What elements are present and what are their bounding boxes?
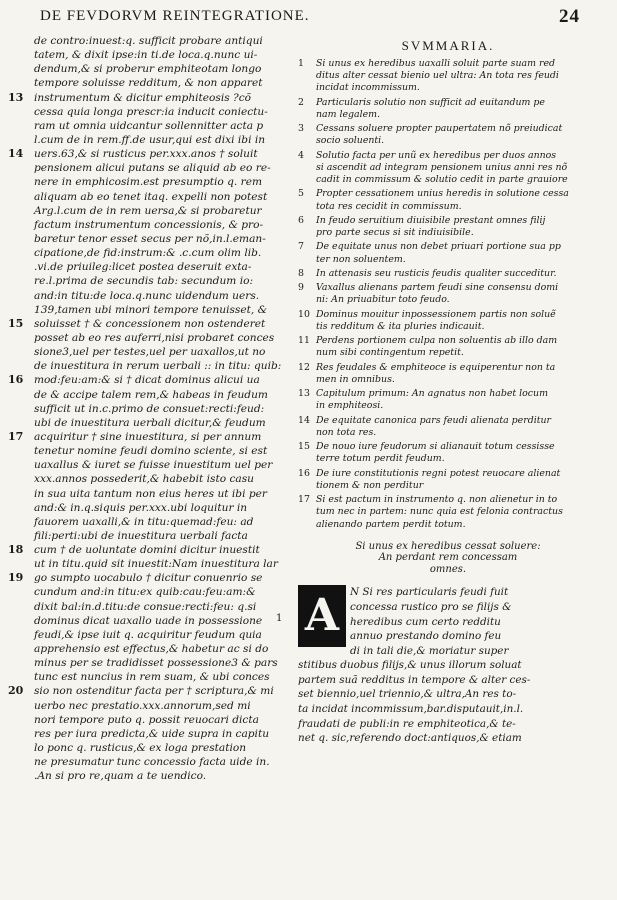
text-line (20, 175, 320, 189)
summary-line: De nouo iure feudorum si alianauit totum cessisse (316, 441, 555, 453)
summary-number: 3 (298, 123, 304, 135)
text-line (20, 713, 320, 727)
line-text: ubi de inuestitura uerbali dicitur,& feudum (34, 416, 266, 429)
rubric-line: Si unus ex heredibus cessat soluere: (355, 540, 541, 552)
summary-line: Cessans soluere propter paupertatem nõ preiudicat (316, 123, 563, 135)
line-text: baretur tenor esset secus per nõ,in.l.eman- (34, 232, 266, 245)
margin-number: 20 (8, 684, 24, 698)
margin-number: 18 (8, 543, 24, 557)
summary-line: num sibi contingentum repetit. (316, 347, 464, 359)
summary-line: Propter cessationem unius heredis in solutione cessa (316, 188, 569, 200)
summary-line: nam legalem. (316, 108, 381, 120)
line-text: nere in emphicosim.est presumptio q. rem (34, 176, 263, 189)
text-line (20, 218, 320, 232)
text-line (20, 487, 320, 501)
line-text: cessa quia longa prescr:ia inducit coniectu- (34, 105, 268, 118)
text-line (20, 359, 320, 373)
line-text: dominus dicat uaxallo uade in possessione (34, 614, 263, 627)
text-line (20, 614, 320, 628)
text-line (20, 656, 320, 670)
line-text: ne presumatur tunc concessio facta uide in. (34, 756, 270, 769)
text-line (20, 727, 320, 741)
running-title: DE FEVDORVM REINTEGRATIONE. (40, 8, 310, 24)
text-line (20, 48, 320, 62)
summary-item (298, 215, 598, 239)
section-rubric (298, 541, 598, 576)
text-line (8, 429, 320, 444)
summary-number: 1 (298, 58, 304, 69)
line-text: fauorem uaxalli,& in titu:quemad:feu: ad (34, 515, 254, 528)
summary-list (298, 58, 598, 531)
summary-line: si ascendit ad integram pensionem unius anni res nõ (316, 161, 568, 173)
text-line (20, 585, 320, 599)
text-line (20, 699, 320, 713)
text-line (20, 62, 320, 76)
summary-line: in emphiteosi. (316, 400, 384, 412)
line-text: nori tempore puto q. possit reuocari dicta (34, 713, 259, 726)
rubric-line: omnes. (429, 563, 467, 575)
margin-number: 17 (8, 429, 24, 443)
text-line (20, 557, 320, 571)
text-line (20, 190, 320, 204)
line-text: sione3,uel per testes,uel per uaxallos,ut no (34, 346, 266, 359)
summary-number: 12 (298, 361, 310, 373)
line-text: cipatione,de fid:instrum:& .c.cum olim lib. (34, 247, 262, 260)
text-line (20, 444, 320, 458)
text-line (20, 161, 320, 175)
line-text: lo ponc q. rusticus,& ex loga prestation (34, 742, 247, 755)
line-text: tempore soluisse redditum, & non apparet (34, 77, 263, 90)
line-text: .vi.de priuileg:licet postea deseruit exta- (34, 261, 252, 274)
text-line (20, 204, 320, 218)
text-line (8, 543, 320, 557)
margin-number: 19 (8, 571, 24, 585)
rubric-line: An perdant rem concessam (378, 552, 518, 564)
summary-number: 17 (298, 494, 310, 506)
line-text: go sumpto uocabulo † dicitur conuenrio se (34, 572, 263, 585)
line-text: de contro:inuest:q. sufficit probare antiqui (34, 35, 263, 47)
line-text: l.cum de in rem.ff.de usur,qui est dixi ibi in (34, 133, 266, 146)
text-line (20, 402, 320, 416)
body-line: N Si res particularis feudi fuit (350, 586, 509, 599)
text-line (20, 303, 320, 317)
summary-line: alienando partem perdit totum. (316, 518, 466, 530)
summary-line: ter non soluentem. (316, 253, 406, 265)
summary-line: pro parte secus si sit indiuisibile. (316, 227, 474, 239)
line-text: res per iura predicta,& uide supra in capitu (34, 727, 270, 740)
text-line (20, 769, 320, 783)
line-text: ut in titu.quid sit inuestit:Nam inuestitura lar (34, 558, 278, 571)
line-text: ram ut omnia uidcantur sollennitter acta p (34, 119, 264, 132)
summary-number: 14 (298, 414, 310, 426)
summary-number: 5 (298, 188, 304, 200)
text-line (20, 501, 320, 515)
line-text: uerbo nec prestatio.xxx.annorum,sed mi (34, 699, 251, 712)
line-text: soluisset † & concessionem non ostenderet (34, 317, 266, 330)
summary-number: 9 (298, 282, 304, 294)
body-line: fraudati de publi:in re emphiteotica,& te- (298, 717, 516, 730)
line-text: tenetur nomine feudi domino sciente, si est (34, 445, 268, 458)
summary-line: In feudo seruitium diuisibile prestant omnes filij (316, 214, 546, 226)
text-line (8, 373, 320, 387)
summary-number: 11 (298, 335, 310, 347)
line-text: cum † de uoluntate domini dicitur inuestit (34, 544, 260, 557)
margin-number: 16 (8, 373, 24, 387)
summary-item (298, 335, 598, 359)
line-text: dendum,& si proberur emphiteotam longo (34, 63, 262, 76)
line-text: tatem, & dixit ipse:in ti.de loca.q.nunc ui- (34, 49, 258, 62)
summary-line: De equitate canonica pars feudi alienata perditur (316, 414, 551, 426)
summary-number: 15 (298, 441, 310, 453)
summary-line: tum nec in partem: nunc quia est felonia contractus (316, 506, 563, 518)
left-column (8, 34, 320, 783)
summary-item (298, 441, 598, 465)
summary-item (298, 123, 598, 147)
summary-number: 8 (298, 267, 304, 279)
line-text: and:& in.q.siquis per.xxx.ubi loquitur in (34, 501, 248, 514)
text-line (20, 416, 320, 430)
summary-number: 16 (298, 467, 310, 479)
text-line (20, 472, 320, 486)
text-line (20, 105, 320, 119)
summary-item (298, 309, 598, 333)
text-line (20, 670, 320, 684)
body-line: set biennio,uel triennio,& ultra,An res to- (298, 688, 517, 701)
text-line (20, 289, 320, 303)
summary-line: Res feudales & emphiteoce is equiperentur non ta (316, 361, 556, 373)
summary-line: men in omnibus. (316, 373, 395, 385)
body-line: heredibus cum certo redditu (350, 615, 501, 628)
summary-line: non tota res. (316, 426, 377, 438)
summary-line: tionem & non perditur (316, 479, 424, 491)
margin-number: 1 (276, 613, 283, 625)
summary-item (298, 150, 598, 187)
summary-item (298, 97, 598, 121)
summary-line: Perdens portionem culpa non soluentis ab illo dam (316, 335, 558, 347)
text-line (20, 274, 320, 288)
summary-line: ditus alter cessat bienio uel ultra: An tota res feudi (316, 70, 559, 82)
line-text: feudi,& ipse iuit q. acquiritur feudum quia (34, 628, 262, 641)
summary-item (298, 468, 598, 492)
line-text: aliquam ab eo tenet itaq. expelli non potest (34, 190, 268, 203)
text-line (8, 147, 320, 161)
text-line (20, 529, 320, 543)
text-line (20, 741, 320, 755)
text-line (20, 133, 320, 147)
line-text: and:in titu:de loca.q.nunc uidendum uers. (34, 289, 260, 302)
summary-line: Capitulum primum: An agnatus non habet locum (316, 388, 548, 400)
running-header (40, 8, 580, 32)
summary-item (298, 188, 598, 212)
line-text: acquiritur † sine inuestitura, si per annum (34, 430, 262, 443)
line-text: dixit bal:in.d.titu:de consue:recti:feu: q.si (34, 600, 257, 613)
line-text: de & accipe talem rem,& habeas in feudum (34, 388, 268, 401)
line-text: factum instrumentum concessionis, & pro- (34, 218, 264, 231)
line-text: minus per se tradidisset possessione3 & pars (34, 657, 278, 670)
text-line (20, 345, 320, 359)
summary-number: 6 (298, 214, 304, 226)
summary-item (298, 268, 598, 280)
margin-number: 14 (8, 147, 24, 161)
body-text (276, 585, 598, 746)
body-line: stitibus duobus filijs,& unus illorum soluat (298, 659, 522, 672)
summary-line: De iure constitutionis regni potest reuocare alienat (316, 467, 561, 479)
text-line (20, 246, 320, 260)
line-text: uaxallus & iuret se fuisse inuestitum uel per (34, 459, 273, 472)
text-line (8, 684, 320, 698)
summary-line: Si est pactum in instrumento q. non alienetur in to (316, 494, 558, 506)
line-text: uers.63,& si rusticus per.xxx.anos † soluit (34, 148, 258, 161)
line-text: 139,tamen ubi minori tempore tenuisset, & (34, 303, 268, 316)
line-text: Arg.l.cum de in rem uersa,& si probaretur (34, 204, 262, 217)
summary-line: incidat incommissum. (316, 82, 420, 94)
body-line: di in tali die,& moriatur super (350, 644, 509, 657)
line-text: pensionem alicui putans se aliquid ab eo re- (34, 162, 271, 175)
summary-number: 4 (298, 149, 304, 161)
summary-number: 2 (298, 96, 304, 108)
summary-item (298, 362, 598, 386)
line-text: .An si pro re,quam a te uendico. (34, 770, 207, 783)
summary-number: 13 (298, 388, 310, 400)
margin-number: 15 (8, 316, 24, 330)
summary-line: terre totum perdit feudum. (316, 453, 445, 465)
text-line (20, 34, 320, 48)
body-line: net q. sic,referendo doct:antiquos,& etiam (298, 732, 522, 745)
summary-item (298, 282, 598, 306)
line-text: posset ab eo res auferri,nisi probaret conces (34, 331, 275, 344)
summary-number: 10 (298, 308, 310, 320)
summary-line: Si unus ex heredibus uaxalli soluit parte suam red (316, 58, 555, 69)
text-line (20, 755, 320, 769)
decorated-initial: A (298, 585, 346, 647)
text-line (20, 260, 320, 274)
summary-line: Dominus mouitur inpossessionem partis non soluẽ (316, 308, 556, 320)
body-line: concessa rustico pro se filijs & (350, 600, 512, 613)
summary-line: cadit in commissum & solutio cedit in parte grauiore (316, 174, 568, 186)
summary-line: Solutio facta per unũ ex heredibus per duos annos (316, 149, 557, 161)
line-text: apprehensio est effectus,& habetur ac si do (34, 643, 269, 656)
text-line (20, 232, 320, 246)
text-line (8, 571, 320, 585)
line-text: cundum and:in titu:ex quib:cau:feu:am:& (34, 586, 256, 599)
text-line (8, 90, 320, 105)
line-text: in sua uita tantum non eius heres ut ibi per (34, 487, 267, 500)
text-line (20, 119, 320, 133)
summary-line: In attenasis seu rusticis feudis qualiter succeditur. (316, 267, 557, 279)
summary-item (298, 241, 598, 265)
line-text: xxx.annos possederit,& habebit isto casu (34, 473, 254, 486)
line-text: re.l.prima de secundis tab: secundum io: (34, 275, 254, 288)
summary-item (298, 415, 598, 439)
line-text: instrumentum & dicitur emphiteosis ?cõ (34, 91, 252, 104)
summary-item (298, 388, 598, 412)
line-text: fili:perti:ubi de inuestitura uerbali facta (34, 529, 248, 542)
text-line (20, 600, 320, 614)
text-line (20, 388, 320, 402)
text-line (20, 331, 320, 345)
line-text: sufficit ut in.c.primo de consuet:recti:feud: (34, 402, 265, 415)
summary-item (298, 58, 598, 95)
text-line (20, 515, 320, 529)
body-line: ta incidat incommissum,bar.disputauit,in.l. (298, 703, 524, 716)
line-text: tunc est nuncius in rem suam, & ubi conces (34, 671, 270, 684)
line-text: mod:feu:am:& si † dicat dominus alicui ua (34, 374, 260, 387)
page-number: 24 (559, 6, 580, 27)
summary-line: tota res cecidit in commissum. (316, 200, 462, 212)
summary-line: Particularis solutio non sufficit ad euitandum pe (316, 96, 545, 108)
summaria-heading: SVMMARIA. (401, 38, 495, 53)
text-line (20, 458, 320, 472)
summary-line: Vaxallus alienans partem feudi sine consensu domi (316, 282, 559, 294)
summary-line: De equitate unus non debet priuari portione sua pp (316, 241, 561, 253)
summary-line: tis redditum & ita pluries indicauit. (316, 320, 485, 332)
margin-number: 13 (8, 90, 24, 104)
summary-number: 7 (298, 241, 304, 253)
text-line (20, 628, 320, 642)
right-column (276, 34, 598, 746)
summary-line: socio soluenti. (316, 135, 385, 147)
text-line (20, 642, 320, 656)
summary-item (298, 494, 598, 531)
text-line (8, 316, 320, 331)
summary-line: ni: An priuabitur toto feudo. (316, 294, 450, 306)
body-line: annuo prestando domino feu (350, 630, 502, 643)
body-line: partem suã redditus in tempore & alter ces- (298, 673, 531, 686)
line-text: sio non ostenditur facta per † scriptura,& mi (34, 685, 274, 698)
text-line (20, 76, 320, 90)
line-text: de inuestitura in rerum uerbali :: in titu: quib: (34, 360, 282, 373)
